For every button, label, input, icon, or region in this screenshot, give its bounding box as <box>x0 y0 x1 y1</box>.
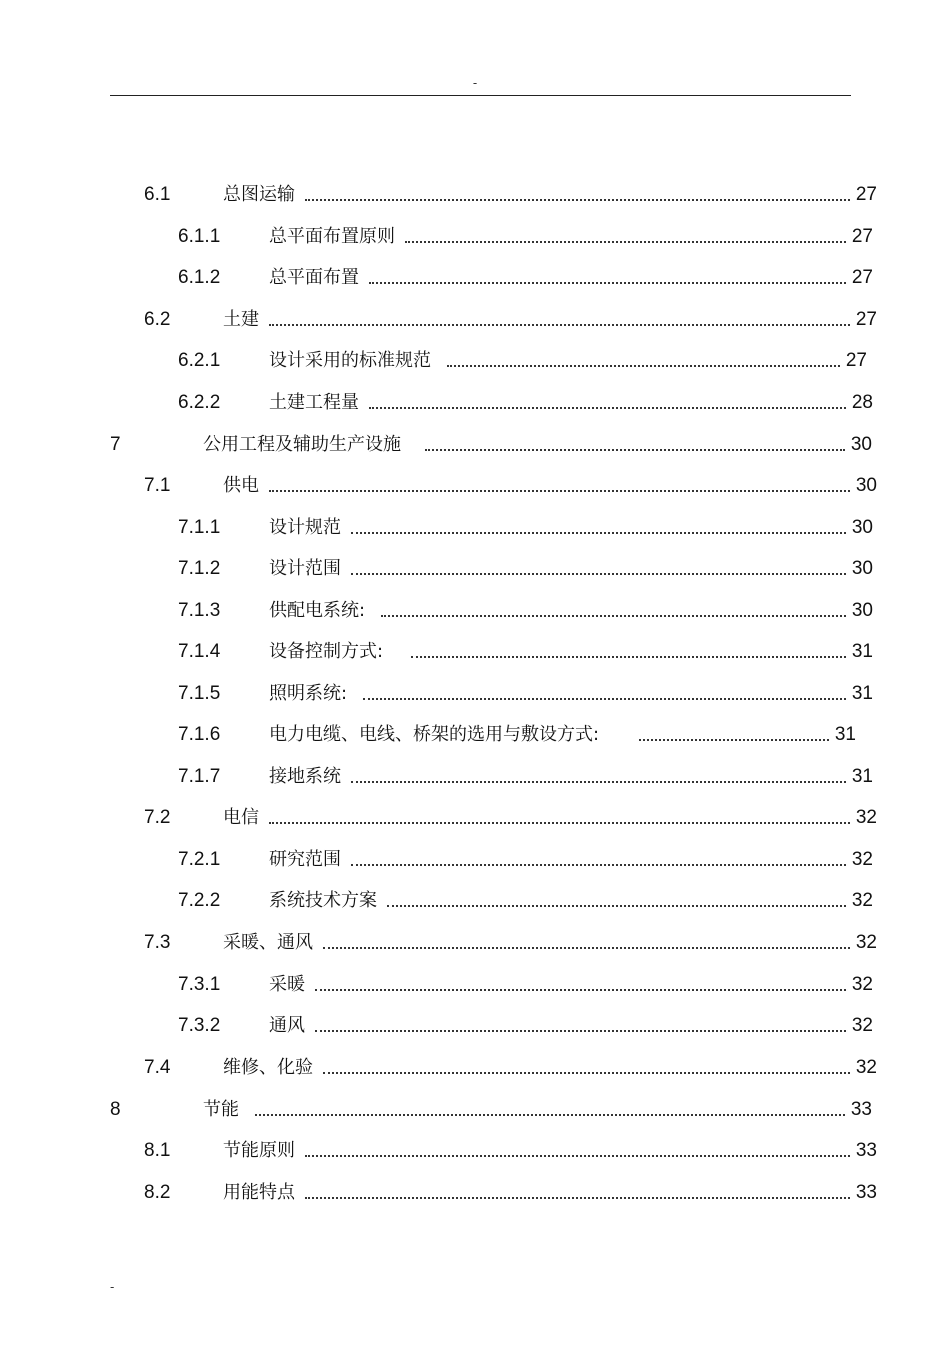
toc-entry-number: 7.3.1 <box>178 974 221 995</box>
toc-entry-number: 7.3 <box>144 932 171 953</box>
toc-entry-number: 7 <box>110 434 121 455</box>
toc-entry[interactable] <box>178 556 873 582</box>
toc-entry-number: 8.1 <box>144 1140 171 1161</box>
toc-entry[interactable] <box>178 722 856 748</box>
toc-entry-page-number: 32 <box>855 932 877 953</box>
toc-entry-title: 接地系统 <box>269 766 341 787</box>
toc-entry-title: 维修、化验 <box>223 1057 313 1078</box>
toc-entry[interactable] <box>178 348 867 374</box>
toc-entry[interactable] <box>144 473 877 499</box>
toc-dot-leader <box>381 598 846 624</box>
toc-entry[interactable] <box>178 224 873 250</box>
toc-entry-title: 土建 <box>223 309 259 330</box>
toc-dot-leader <box>411 639 846 665</box>
toc-entry-title: 总图运输 <box>223 184 295 205</box>
page-header-mark: - <box>472 76 478 90</box>
toc-entry-number: 6.2.2 <box>178 392 221 413</box>
toc-entry[interactable] <box>178 390 873 416</box>
toc-entry-number: 7.1 <box>144 475 171 496</box>
toc-entry-title: 节能 <box>203 1099 239 1120</box>
toc-dot-leader <box>305 1180 850 1206</box>
page-footer-mark: - <box>110 1280 115 1294</box>
toc-entry-page-number: 27 <box>845 350 867 371</box>
toc-entry-title: 用能特点 <box>223 1182 295 1203</box>
toc-entry[interactable] <box>144 1180 877 1206</box>
toc-entry-page-number: 32 <box>851 1015 873 1036</box>
toc-entry-page-number: 33 <box>855 1182 877 1203</box>
toc-dot-leader <box>269 805 850 831</box>
toc-entry-page-number: 30 <box>850 434 872 455</box>
toc-entry-page-number: 28 <box>851 392 873 413</box>
toc-dot-leader <box>269 473 850 499</box>
toc-dot-leader <box>369 390 846 416</box>
toc-entry-number: 7.1.7 <box>178 766 221 787</box>
toc-entry-number: 6.1 <box>144 184 171 205</box>
toc-entry[interactable] <box>144 805 877 831</box>
toc-entry[interactable] <box>178 1013 873 1039</box>
toc-dot-leader <box>269 307 850 333</box>
toc-entry-page-number: 32 <box>851 974 873 995</box>
toc-dot-leader <box>425 432 845 458</box>
toc-entry-title: 总平面布置 <box>269 267 359 288</box>
toc-dot-leader <box>255 1097 845 1123</box>
toc-entry[interactable] <box>178 515 873 541</box>
toc-entry-number: 7.1.4 <box>178 641 221 662</box>
toc-dot-leader <box>639 722 829 748</box>
toc-dot-leader <box>351 847 846 873</box>
toc-entry-number: 7.1.6 <box>178 724 221 745</box>
toc-entry-title: 设计采用的标准规范 <box>269 350 431 371</box>
toc-entry-page-number: 32 <box>851 849 873 870</box>
toc-entry-title: 土建工程量 <box>269 392 359 413</box>
toc-entry[interactable] <box>110 1097 872 1123</box>
toc-entry-number: 7.3.2 <box>178 1015 221 1036</box>
toc-entry-number: 8.2 <box>144 1182 171 1203</box>
toc-entry-page-number: 27 <box>851 267 873 288</box>
toc-entry-number: 7.1.2 <box>178 558 221 579</box>
toc-entry-title: 供电 <box>223 475 259 496</box>
toc-entry-number: 8 <box>110 1099 121 1120</box>
toc-entry-page-number: 27 <box>851 226 873 247</box>
toc-entry[interactable] <box>178 972 873 998</box>
toc-entry-title: 系统技术方案 <box>269 890 377 911</box>
toc-entry-page-number: 31 <box>834 724 856 745</box>
toc-dot-leader <box>323 930 850 956</box>
toc-entry[interactable] <box>178 639 873 665</box>
toc-entry-title: 电信 <box>223 807 259 828</box>
toc-entry[interactable] <box>144 1055 877 1081</box>
toc-entry[interactable] <box>144 182 877 208</box>
toc-entry-title: 节能原则 <box>223 1140 295 1161</box>
toc-entry-page-number: 33 <box>850 1099 872 1120</box>
toc-entry-number: 7.1.5 <box>178 683 221 704</box>
toc-entry[interactable] <box>144 307 877 333</box>
toc-dot-leader <box>315 972 846 998</box>
toc-entry-page-number: 32 <box>855 807 877 828</box>
toc-entry-page-number: 30 <box>855 475 877 496</box>
toc-entry-title: 设计规范 <box>269 517 341 538</box>
toc-entry-title: 通风 <box>269 1015 305 1036</box>
toc-entry-title: 采暖 <box>269 974 305 995</box>
toc-entry-page-number: 32 <box>855 1057 877 1078</box>
toc-entry-number: 6.2.1 <box>178 350 221 371</box>
toc-dot-leader <box>369 265 846 291</box>
toc-entry-title: 电力电缆、电线、桥架的选用与敷设方式: <box>269 724 600 745</box>
toc-dot-leader <box>387 888 846 914</box>
toc-entry[interactable] <box>144 930 877 956</box>
toc-dot-leader <box>305 1138 850 1164</box>
toc-entry-title: 总平面布置原则 <box>269 226 395 247</box>
toc-entry-number: 7.1.3 <box>178 600 221 621</box>
toc-dot-leader <box>351 515 846 541</box>
toc-entry-title: 研究范围 <box>269 849 341 870</box>
toc-entry[interactable] <box>110 432 872 458</box>
toc-entry-title: 照明系统: <box>269 683 348 704</box>
toc-entry-number: 6.1.2 <box>178 267 221 288</box>
toc-entry-number: 6.1.1 <box>178 226 221 247</box>
toc-dot-leader <box>315 1013 846 1039</box>
toc-dot-leader <box>351 556 846 582</box>
toc-entry-page-number: 33 <box>855 1140 877 1161</box>
toc-entry-title: 采暖、通风 <box>223 932 313 953</box>
toc-entry[interactable] <box>178 847 873 873</box>
toc-dot-leader <box>323 1055 850 1081</box>
toc-entry-page-number: 30 <box>851 600 873 621</box>
toc-entry[interactable] <box>178 265 873 291</box>
toc-dot-leader <box>363 681 846 707</box>
toc-entry-number: 7.2 <box>144 807 171 828</box>
toc-entry-page-number: 30 <box>851 517 873 538</box>
toc-dot-leader <box>351 764 846 790</box>
toc-entry-title: 设计范围 <box>269 558 341 579</box>
toc-entry[interactable] <box>144 1138 877 1164</box>
toc-entry-number: 6.2 <box>144 309 171 330</box>
toc-entry-title: 设备控制方式: <box>269 641 384 662</box>
toc-entry[interactable] <box>178 681 873 707</box>
toc-entry[interactable] <box>178 598 873 624</box>
toc-entry[interactable] <box>178 764 873 790</box>
toc-entry-number: 7.2.2 <box>178 890 221 911</box>
toc-entry-page-number: 32 <box>851 890 873 911</box>
toc-entry-page-number: 31 <box>851 766 873 787</box>
toc-entry-page-number: 31 <box>851 683 873 704</box>
toc-entry-number: 7.4 <box>144 1057 171 1078</box>
toc-entry-page-number: 31 <box>851 641 873 662</box>
toc-entry[interactable] <box>178 888 873 914</box>
toc-entry-title: 供配电系统: <box>269 600 366 621</box>
toc-entry-number: 7.1.1 <box>178 517 221 538</box>
toc-entry-title: 公用工程及辅助生产设施 <box>203 434 401 455</box>
toc-dot-leader <box>447 348 840 374</box>
toc-entry-page-number: 30 <box>851 558 873 579</box>
toc-dot-leader <box>405 224 846 250</box>
toc-entry-page-number: 27 <box>855 184 877 205</box>
toc-dot-leader <box>305 182 850 208</box>
toc-entry-number: 7.2.1 <box>178 849 221 870</box>
toc-entry-page-number: 27 <box>855 309 877 330</box>
